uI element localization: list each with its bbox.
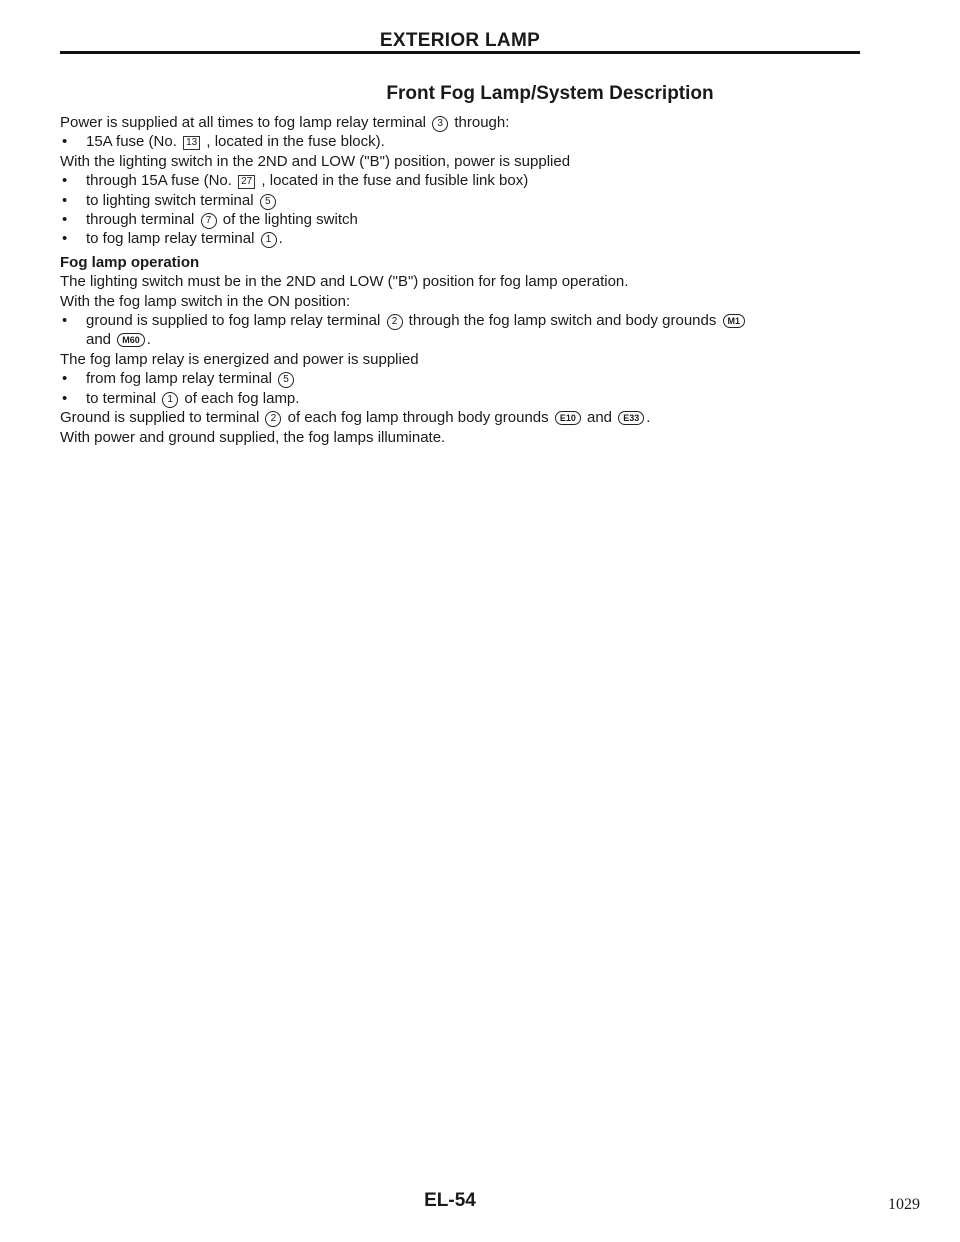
ground-marker: E33 bbox=[618, 411, 644, 425]
bullet-item bbox=[60, 171, 890, 190]
fuse-number: 27 bbox=[238, 175, 255, 189]
ground-marker: M60 bbox=[117, 333, 145, 347]
paragraph: The fog lamp relay is energized and power is supplied bbox=[60, 350, 419, 368]
text: , located in the fuse and fusible link box) bbox=[261, 172, 529, 190]
bullet-dot: • bbox=[62, 133, 68, 151]
text: to fog lamp relay terminal bbox=[86, 230, 255, 248]
ground-marker: M1 bbox=[723, 314, 746, 328]
bullet-dot: • bbox=[62, 172, 68, 190]
terminal-marker: 3 bbox=[432, 116, 448, 132]
text: through terminal bbox=[86, 211, 195, 229]
text: . bbox=[146, 331, 151, 349]
text: through 15A fuse (No. bbox=[86, 172, 232, 190]
bullet-dot: • bbox=[62, 312, 68, 330]
document-body bbox=[60, 113, 890, 447]
bullet-dot: • bbox=[62, 370, 68, 388]
bullet-item bbox=[60, 229, 890, 248]
text: 15A fuse (No. bbox=[86, 133, 177, 151]
bullet-dot: • bbox=[62, 230, 68, 248]
bullet-dot: • bbox=[62, 389, 68, 407]
paragraph: The lighting switch must be in the 2ND and LOW ("B") position for fog lamp operation. bbox=[60, 273, 629, 291]
section-title: Front Fog Lamp/System Description bbox=[386, 83, 714, 104]
text: of each fog lamp through body grounds bbox=[287, 409, 549, 427]
paragraph: With the lighting switch in the 2ND and LOW ("B") position, power is supplied bbox=[60, 152, 571, 170]
text: of each fog lamp. bbox=[184, 389, 300, 407]
paragraph-ground bbox=[60, 408, 890, 427]
bullet-item bbox=[60, 311, 890, 350]
bullet-item bbox=[60, 389, 890, 408]
text: from fog lamp relay terminal bbox=[86, 370, 272, 388]
text: and bbox=[86, 331, 112, 349]
paragraph: With the fog lamp switch in the ON position: bbox=[60, 292, 351, 310]
terminal-marker: 2 bbox=[265, 411, 281, 427]
text: Ground is supplied to terminal bbox=[60, 409, 260, 427]
page-code: EL-54 bbox=[424, 1190, 476, 1211]
bullet-item bbox=[60, 369, 890, 388]
text: of the lighting switch bbox=[222, 211, 358, 229]
terminal-marker: 5 bbox=[260, 194, 276, 210]
page-header-title: EXTERIOR LAMP bbox=[379, 30, 541, 51]
terminal-marker: 1 bbox=[261, 232, 277, 248]
ground-marker: E10 bbox=[555, 411, 581, 425]
text: to terminal bbox=[86, 389, 157, 407]
paragraph: With power and ground supplied, the fog lamps illuminate. bbox=[60, 428, 446, 446]
bullet-dot: • bbox=[62, 211, 68, 229]
text: ground is supplied to fog lamp relay terminal bbox=[86, 312, 381, 330]
terminal-marker: 2 bbox=[387, 314, 403, 330]
page-number: 1029 bbox=[888, 1196, 920, 1213]
text: through the fog lamp switch and body grounds bbox=[408, 312, 717, 330]
header-rule bbox=[60, 51, 860, 54]
terminal-marker: 5 bbox=[278, 372, 294, 388]
bullet-item bbox=[60, 132, 890, 151]
text: through: bbox=[454, 114, 510, 131]
terminal-marker: 7 bbox=[201, 213, 217, 229]
text: to lighting switch terminal bbox=[86, 191, 254, 209]
text: Power is supplied at all times to fog lamp relay terminal bbox=[60, 114, 426, 131]
text: , located in the fuse block). bbox=[206, 133, 385, 151]
bullet-item bbox=[60, 210, 890, 229]
text: . bbox=[646, 409, 651, 427]
fuse-number: 13 bbox=[183, 136, 200, 150]
text: and bbox=[587, 409, 613, 427]
subheading: Fog lamp operation bbox=[60, 253, 200, 271]
bullet-item bbox=[60, 191, 890, 210]
terminal-marker: 1 bbox=[162, 392, 178, 408]
paragraph-power-supply bbox=[60, 113, 890, 132]
text: . bbox=[278, 230, 283, 248]
bullet-dot: • bbox=[62, 191, 68, 209]
